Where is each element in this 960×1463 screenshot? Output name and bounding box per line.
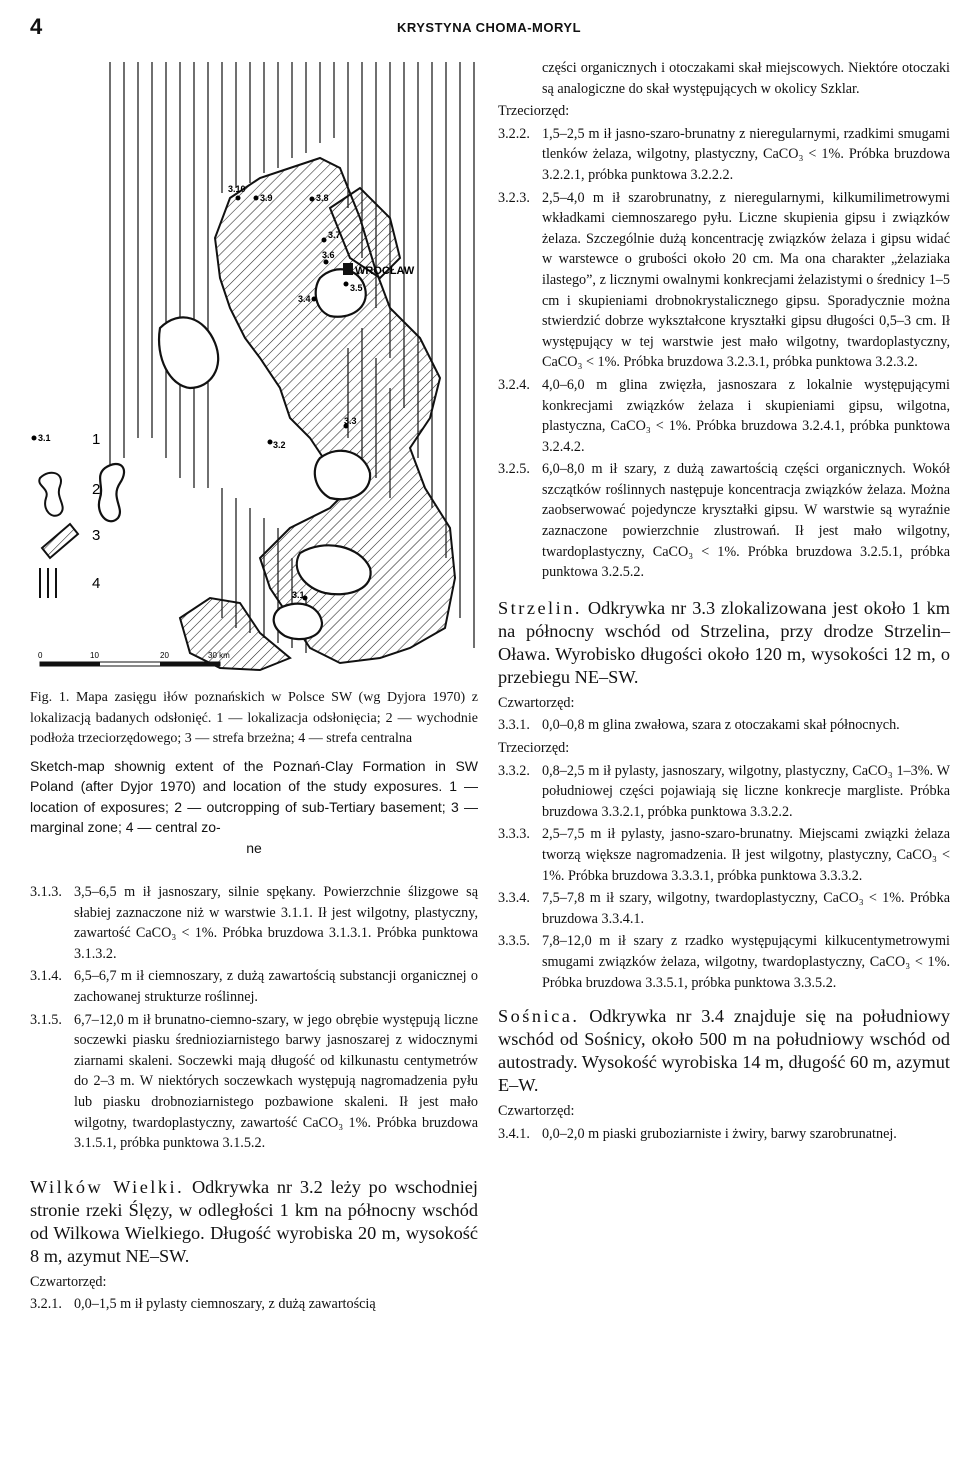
wroclaw-marker <box>343 263 353 275</box>
layer-number: 3.2.2. <box>498 125 530 142</box>
site-name: Sośnica. <box>498 1006 580 1027</box>
layer-entry <box>498 824 950 886</box>
caption-english-text: Sketch-map shownig extent of the Poznań-Clay Formation in SW Poland (after Dyjor 1970) and location of the study exposures. 1 — location of exposures; 2 — outcropping of sub-Tertiary basement; 3 — marginal zone; 4 — central zo- <box>30 757 478 835</box>
left-column <box>30 58 478 1317</box>
svg-text:3.7: 3.7 <box>328 230 341 240</box>
layer-entry <box>498 931 950 993</box>
layer-entry <box>498 188 950 373</box>
svg-text:3.1: 3.1 <box>38 433 51 443</box>
layer-number: 3.1.4. <box>30 968 62 985</box>
running-author: KRYSTYNA CHOMA-MORYL <box>396 20 582 35</box>
layer-description: 4,0–6,0 m glina zwięzła, jasnoszara z lokalnie występującymi konkrecjami związków żelaza i skupieniami gipsu, wilgotna, plastyczna, CaCO₃ < 1%. Próbka bruzdowa 3.2.4.1, próbka punktowa 3.2.4.2. <box>542 376 950 455</box>
svg-text:3.5: 3.5 <box>350 283 363 293</box>
wroclaw-label: WROCŁAW <box>355 265 415 277</box>
page-number: 4 <box>30 14 43 39</box>
layer-entry <box>30 1294 478 1315</box>
right-column <box>498 58 950 1146</box>
layer-description: 3,5–6,5 m ił jasnoszary, silnie spękany. Powierzchnie ślizgowe są słabiej zaznaczone niż w warstwie 3.1.1. Ił jest wilgotny, plastyczny, zawartość CaCO₃ < 1%. Próbka bruzdowa 3.1.3.1. Próbka punktowa 3.1.3.2. <box>74 884 478 962</box>
svg-text:4: 4 <box>92 575 101 592</box>
layer-entry <box>498 375 950 457</box>
stratigraphy-label: Trzeciorzęd: <box>498 740 570 757</box>
figure-map <box>30 58 478 680</box>
layer-description: 0,0–0,8 m glina zwałowa, szara z otoczakami skał północnych. <box>542 717 900 734</box>
svg-text:10: 10 <box>90 651 99 660</box>
layer-number: 3.3.2. <box>498 762 530 779</box>
layer-number: 3.2.1. <box>30 1296 62 1313</box>
layer-entry <box>30 882 478 964</box>
map-svg <box>30 58 478 680</box>
svg-text:3.4: 3.4 <box>298 294 311 304</box>
section-wilkow <box>30 1176 478 1268</box>
stratigraphy-label: Czwartorzęd: <box>30 1273 107 1290</box>
layer-description: 7,5–7,8 m ił szary, wilgotny, twardoplastyczny, CaCO₃ < 1%. Próbka bruzdowa 3.3.4.1. <box>542 890 950 927</box>
section-text: Odkrywka nr 3.2 leży po wschodniej stronie rzeki Ślęzy, w odległości 1 km na północny wschód od Wilkowa Wielkiego. Długość wyrobiska 20 m, wysokość 8 m, azymut NE–SW. <box>30 1176 478 1266</box>
svg-text:0: 0 <box>38 651 43 660</box>
layer-entry <box>498 124 950 186</box>
layer-number: 3.2.4. <box>498 376 530 393</box>
svg-text:3.1: 3.1 <box>292 590 305 600</box>
layer-number: 3.1.3. <box>30 884 62 900</box>
continued-text: części organicznych i otoczakami skał miejscowych. Niektóre otoczaki są analogiczne do skał występujących w okolicy Szklar. <box>542 60 950 97</box>
svg-text:3.9: 3.9 <box>260 193 273 203</box>
stratigraphy-label: Trzeciorzęd: <box>498 103 570 120</box>
layer-entry <box>30 1010 478 1154</box>
layer-description: 6,5–6,7 m ił ciemnoszary, z dużą zawartością substancji organicznej o zachowanej strukturze roślinnej. <box>74 968 478 1005</box>
svg-text:2: 2 <box>92 481 101 498</box>
map-legend <box>39 431 100 598</box>
svg-text:3: 3 <box>92 527 101 544</box>
layer-description: 2,5–4,0 m ił szarobrunatny, z nieregularnymi, kilkumilimetrowymi wkładkami ciemnoszarego pyłu. Liczne skupienia gipsu i związków żelaza. Szczególnie dużą koncentrację związków żelaza i gipsu widać w warstewce o grubości około 20 cm. Ma ona charakter „żelaziaka ilastego”, z licznymi owalnymi konkrecjami żelazistymi o średnicy 1–5 cm i skupieniami drobnokrystalicznego gipsu. Sporadycznie można stwierdzić dobrze wykształcone kryształki gipsu długości 0,5–3 cm. Ił występujący w tej warstwie jest mało wilgotny, twardoplastyczny, CaCO₃ < 1%. Próbka bruzdowa 3.2.3.1, próbka punktowa 3.2.3.2. <box>542 189 950 371</box>
svg-text:3.10: 3.10 <box>228 184 246 194</box>
caption-english-end: ne <box>246 839 262 856</box>
svg-text:1: 1 <box>92 431 101 448</box>
svg-text:20: 20 <box>160 651 169 660</box>
svg-text:3.2: 3.2 <box>273 440 286 450</box>
svg-text:3.3: 3.3 <box>344 416 357 426</box>
layer-number: 3.3.3. <box>498 826 530 843</box>
layer-description: 6,0–8,0 m ił szary, z dużą zawartością części organicznych. Wokół szczątków roślinnych następuje koncentracja związków żelaza. Można zaobserwować pojedyncze kryształki gipsu. W warstwie są wyraźnie zaznaczone powierzchnie zlustrowań. Ił jest mało wilgotny, twardoplastyczny, CaCO₃ < 1%. Próbka bruzdowa 3.2.5.1, próbka punktowa 3.2.5.2. <box>542 461 950 581</box>
page-header <box>30 14 948 44</box>
layer-entry <box>498 715 950 736</box>
layer-number: 3.3.4. <box>498 890 530 907</box>
layer-entry <box>498 761 950 823</box>
layer-description: 0,8–2,5 m ił pylasty, jasnoszary, wilgotny, plastyczny, CaCO₃ 1–3%. W południowej części pojawiają się liczne konkrecje margliste. Próbka bruzdowa 3.3.2.1, próbka punktowa 3.3.2.2. <box>542 762 950 820</box>
layer-entry <box>498 459 950 583</box>
layer-number: 3.3.1. <box>498 717 530 734</box>
layer-number: 3.1.5. <box>30 1011 62 1028</box>
svg-text:3.8: 3.8 <box>316 193 329 203</box>
section-strzelin <box>498 597 950 689</box>
stratigraphy-label: Czwartorzęd: <box>498 1103 575 1120</box>
section-sosnica <box>498 1005 950 1097</box>
layer-description: 1,5–2,5 m ił jasno-szaro-brunatny z nieregularnymi, rzadkimi smugami tlenków żelaza, wilgotny, plastyczny, CaCO₃ < 1%. Próbka bruzdowa 3.2.2.1, próbka punktowa 3.2.2.2. <box>542 125 950 183</box>
site-name: Wilków Wielki. <box>30 1176 185 1197</box>
svg-text:30 km: 30 km <box>208 651 230 660</box>
layer-description: 2,5–7,5 m ił pylasty, jasno-szaro-brunatny. Miejscami związki żelaza tworzą większe nagromadzenia. Ił jest wilgotny, plastyczny, CaCO₃ < 1%. Próbka bruzdowa 3.3.3.1, próbka punktowa 3.3.3.2. <box>542 826 950 884</box>
layer-description: 0,0–1,5 m ił pylasty ciemnoszary, z dużą zawartością <box>74 1296 376 1313</box>
layer-number: 3.4.1. <box>498 1125 530 1142</box>
layer-description: 6,7–12,0 m ił brunatno-ciemno-szary, w jego obrębie występują liczne soczewki piasku średnioziarnistego barwy jasnoszarej z widocznymi ziarnami skaleni. Soczewki mają długość od kilkunastu centymetrów do 2–3 m. W niektórych soczewkach występują nagromadzenia pyłu lub piasku drobnoziarnistego pozbawione skaleni. Ił jest mało wilgotny, twardoplastyczny, zawartość CaCO₃ 1%. Próbka bruzdowa 3.1.5.1, próbka punktowa 3.1.5.2. <box>74 1011 478 1152</box>
layer-number: 3.2.5. <box>498 461 530 478</box>
layer-entry <box>498 1124 950 1145</box>
section-text: Odkrywka nr 3.4 znajduje się na południowy wschód od Sośnicy, około 500 m na południowy wschód od autostrady. Wysokość wyrobiska 14 m, długość 60 m, azymut E–W. <box>498 1006 950 1096</box>
stratigraphy-label: Czwartorzęd: <box>498 694 575 711</box>
figure-caption-english <box>30 756 478 859</box>
svg-text:3.6: 3.6 <box>322 250 335 260</box>
layer-number: 3.3.5. <box>498 933 530 950</box>
layer-entry <box>30 966 478 1007</box>
layer-entry <box>498 888 950 929</box>
section-text: Odkrywka nr 3.3 zlokalizowana jest około 1 km na północny wschód od Strzelina, przy drodze Strzelin–Oława. Wyrobisko długości około 120 m, wysokości 12 m, o przebiegu NE–SW. <box>498 597 950 687</box>
site-name: Strzelin. <box>498 597 582 618</box>
figure-caption-polish: Fig. 1. Mapa zasięgu iłów poznańskich w Polsce SW (wg Dyjora 1970) z lokalizacją badanych odsłonięć. 1 — lokalizacja odsłonięcia; 2 — wychodnie podłoża trzeciorzędowego; 3 — strefa brzeżna; 4 — strefa centralna <box>30 690 478 746</box>
layer-description: 7,8–12,0 m ił szary z rzadko występującymi kilkucentymetrowymi smugami związków żelaza, wilgotny, twardoplastyczny, CaCO₃ < 1%. Próbka bruzdowa 3.3.5.1, próbka punktowa 3.3.5.2. <box>542 933 950 991</box>
layer-number: 3.2.3. <box>498 189 530 206</box>
layer-description: 0,0–2,0 m piaski gruboziarniste i żwiry, barwy szarobrunatnej. <box>542 1125 897 1142</box>
